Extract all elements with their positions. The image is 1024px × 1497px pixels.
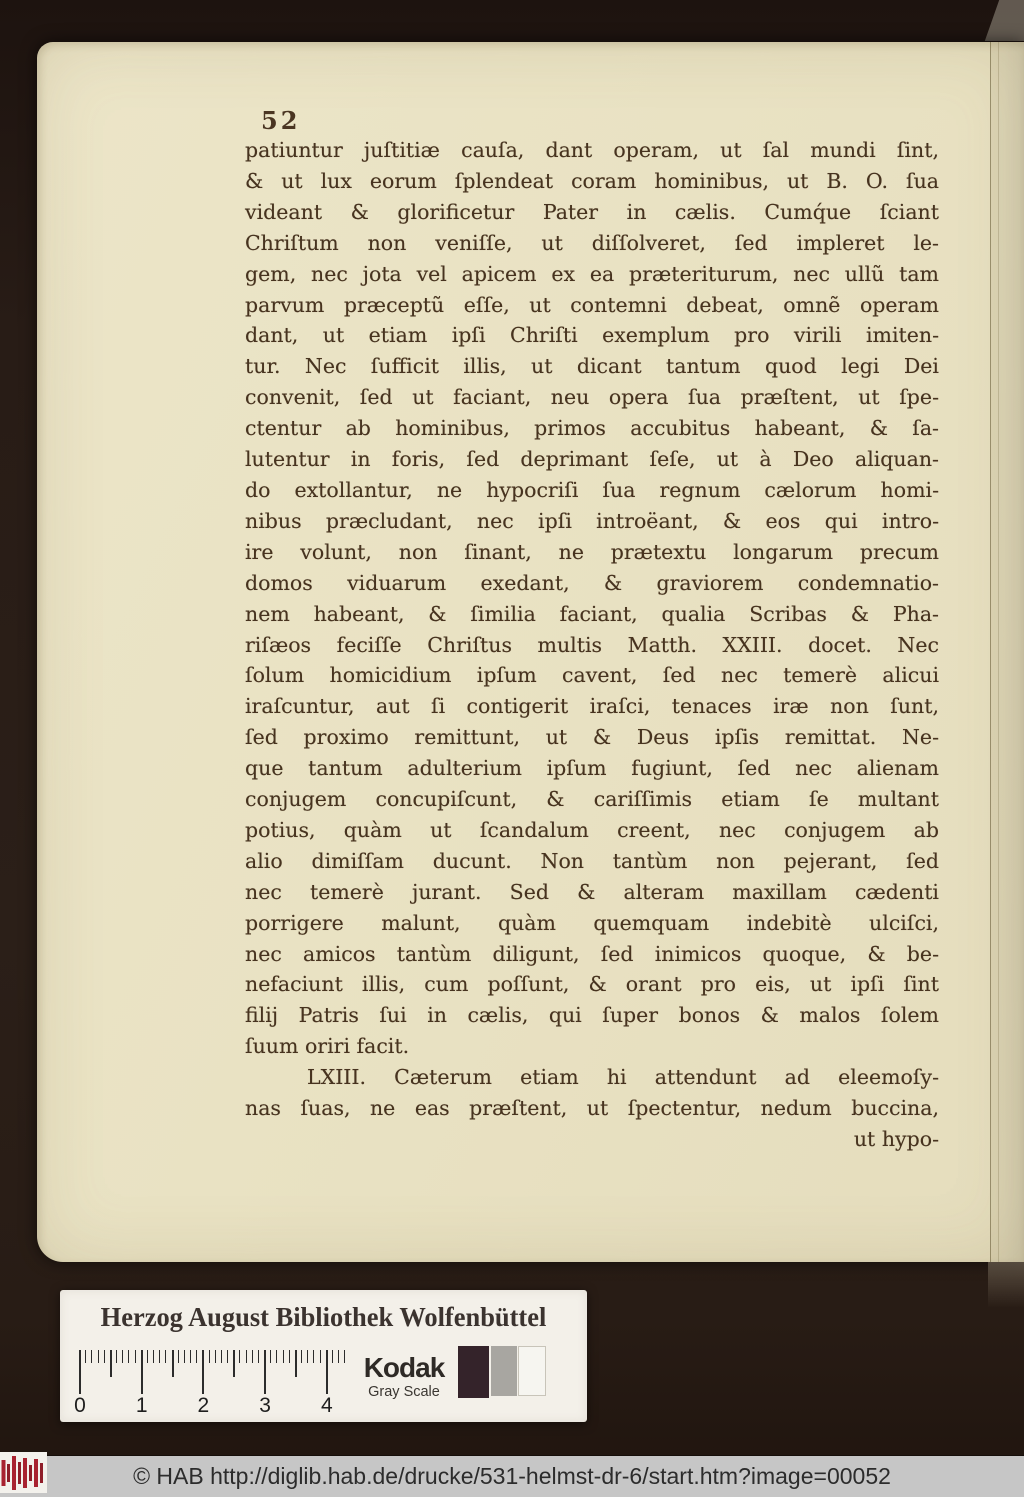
ruler-tick — [344, 1350, 345, 1363]
text-line: parvum præceptũ eſſe, ut contemni debeat, omnẽ operam — [245, 292, 939, 317]
ruler-tick — [215, 1350, 216, 1363]
ruler-tick — [227, 1350, 228, 1363]
book-page — [37, 42, 1024, 1262]
ruler-tick — [172, 1350, 174, 1377]
attribution-bar — [0, 1456, 1024, 1497]
ruler-number: 2 — [197, 1394, 210, 1417]
page-edge-fold-line — [998, 42, 999, 1262]
text-line: ſed proximo remittunt, ut & Deus ipſis remittat. Ne- — [245, 725, 939, 750]
book-edge-wedge-top — [984, 0, 1024, 41]
grayscale-patch-light — [518, 1346, 546, 1396]
ruler-tick — [91, 1350, 92, 1363]
text-line: videant & glorificetur Pater in cælis. Cumq́ue ſciant — [245, 199, 939, 224]
text-line: ut hypo- — [853, 1127, 939, 1151]
text-line: & ut lux eorum ſplendeat coram hominibus, ut B. O. ſua — [245, 168, 939, 193]
kodak-brand-text: Kodak — [363, 1352, 445, 1383]
text-line: potius, quàm ut ſcandalum creent, nec conjugem ab — [245, 817, 939, 842]
ruler-tick — [141, 1350, 143, 1394]
grayscale-patch-mid — [491, 1346, 517, 1396]
ruler-tick — [190, 1350, 191, 1363]
ruler-tick — [147, 1350, 148, 1363]
ruler-tick — [246, 1350, 247, 1363]
text-line: domos viduarum exedant, & graviorem condemnatio- — [245, 570, 939, 595]
ruler-tick — [196, 1350, 197, 1363]
ruler-tick — [270, 1350, 271, 1363]
ruler-numbers — [74, 1394, 351, 1420]
ruler-tick — [85, 1350, 86, 1363]
ruler-tick — [252, 1350, 253, 1363]
ruler-tick — [326, 1350, 328, 1394]
text-line: tur. Nec ſufficit illis, ut dicant tantum quod legi Dei — [245, 354, 939, 379]
ruler-tick — [276, 1350, 277, 1363]
text-line: nec amicos tantùm diligunt, ſed inimicos quoque, & be- — [245, 941, 939, 966]
ruler-tick — [110, 1350, 112, 1377]
ruler-tick — [289, 1350, 290, 1363]
ruler-number: 1 — [135, 1394, 148, 1417]
page-edge-fold — [990, 42, 1024, 1262]
ruler-number: 3 — [259, 1394, 271, 1417]
text-line: nibus præcludant, nec ipſi introëant, & eos qui intro- — [245, 508, 939, 533]
page-text-block — [245, 135, 939, 1155]
ruler-tick — [178, 1350, 179, 1363]
text-line: que tantum adulterium ipſum fugiunt, ſed nec alienam — [245, 756, 939, 781]
ruler-tick — [301, 1350, 302, 1363]
ruler-tick — [159, 1350, 160, 1363]
grayscale-patches — [458, 1346, 546, 1398]
text-line: filij Patris ſui in cælis, qui ſuper bonos & malos ſolem — [245, 1003, 939, 1028]
library-label — [60, 1290, 587, 1422]
text-line: nas ſuas, ne eas præſtent, ut ſpectentur, nedum buccina, — [245, 1096, 939, 1121]
text-line: nec temerè jurant. Sed & alteram maxillam cædenti — [245, 879, 939, 904]
ruler-tick — [153, 1350, 154, 1363]
text-line: convenit, ſed ut faciant, neu opera ſua præſtent, ut ſpe- — [245, 385, 939, 410]
ruler-tick — [209, 1350, 210, 1363]
book-edge-wedge-bottom — [988, 1262, 1024, 1308]
grayscale-patch-dark — [458, 1346, 489, 1398]
ruler-tick — [258, 1350, 259, 1363]
ruler-tick — [104, 1350, 105, 1363]
text-line: conjugem concupiſcunt, & cariſſimis etiam ſe multant — [245, 787, 939, 812]
ruler-tick — [221, 1350, 222, 1363]
text-line: nem habeant, & ſimilia faciant, qualia Scribas & Pha- — [245, 601, 939, 626]
text-line: porrigere malunt, quàm quemquam indebitè ulciſci, — [245, 910, 939, 935]
ruler-tick — [98, 1350, 99, 1363]
ruler-ticks — [79, 1350, 351, 1394]
ruler-tick — [283, 1350, 284, 1363]
text-line: iraſcuntur, aut ſi contigerit iraſci, tenaces iræ non ſunt, — [245, 694, 939, 719]
text-line: Chriſtum non veniſſe, ut diſſolveret, ſed impleret le- — [245, 230, 939, 255]
ruler-tick — [128, 1350, 129, 1363]
ruler-tick — [313, 1350, 314, 1363]
ruler-tick — [116, 1350, 117, 1363]
ruler-tick — [135, 1350, 136, 1363]
ruler-tick — [332, 1350, 333, 1363]
text-line: ire volunt, non ſinant, ne prætextu longarum precum — [245, 539, 939, 564]
ruler-tick — [295, 1350, 297, 1377]
text-line: LXIII. Cæterum etiam hi attendunt ad eleemoſy- — [307, 1065, 939, 1090]
text-line: dant, ut etiam ipſi Chriſti exemplum pro virili imiten- — [245, 323, 939, 348]
text-line: ſolum homicidium ipſum cavent, ſed nec temerè alicui — [245, 663, 939, 688]
text-line: nefaciunt illis, cum poſſunt, & orant pro eis, ut ipſi ſint — [245, 972, 939, 997]
ruler-tick — [239, 1350, 240, 1363]
library-name: Herzog August Bibliothek Wolfenbüttel — [100, 1302, 547, 1332]
attribution-text: © HAB http://diglib.hab.de/drucke/531-helmst-dr-6/start.htm?image=00052 — [133, 1463, 891, 1489]
text-line: patiuntur juſtitiæ cauſa, dant operam, ut ſal mundi ſint, — [245, 138, 939, 162]
ruler-tick — [165, 1350, 166, 1363]
ruler-tick — [122, 1350, 123, 1363]
text-line: alio dimiſſam ducunt. Non tantùm non pejerant, ſed — [245, 848, 939, 873]
ruler-tick — [184, 1350, 185, 1363]
ruler-number: 4 — [320, 1394, 333, 1417]
ruler-tick — [79, 1350, 81, 1394]
kodak-gray-scale-block — [353, 1354, 455, 1400]
ruler-tick — [233, 1350, 235, 1377]
hab-logo-icon — [0, 1452, 47, 1493]
text-line: lutentur in foris, ſed deprimant ſeſe, ut à Deo aliquan- — [245, 447, 939, 472]
text-line: riſæos feciſſe Chriſtus multis Matth. XXIII. docet. Nec — [245, 632, 939, 657]
measurement-ruler — [74, 1350, 369, 1420]
ruler-tick — [264, 1350, 266, 1394]
ruler-number: 0 — [74, 1394, 86, 1417]
ruler-tick — [338, 1350, 339, 1363]
ruler-tick — [320, 1350, 321, 1363]
page-number: 52 — [261, 106, 301, 135]
ruler-tick — [307, 1350, 308, 1363]
text-line: gem, nec jota vel apicem ex ea præteriturum, nec ullũ tam — [245, 261, 939, 286]
text-line: ctentur ab hominibus, primos accubitus habeant, & ſa- — [245, 416, 939, 441]
ruler-tick — [202, 1350, 204, 1394]
kodak-subtitle-text: Gray Scale — [368, 1384, 440, 1400]
text-line: do extollantur, ne hypocriſi ſua regnum cælorum homi- — [245, 477, 939, 502]
text-line: ſuum oriri facit. — [245, 1034, 410, 1059]
